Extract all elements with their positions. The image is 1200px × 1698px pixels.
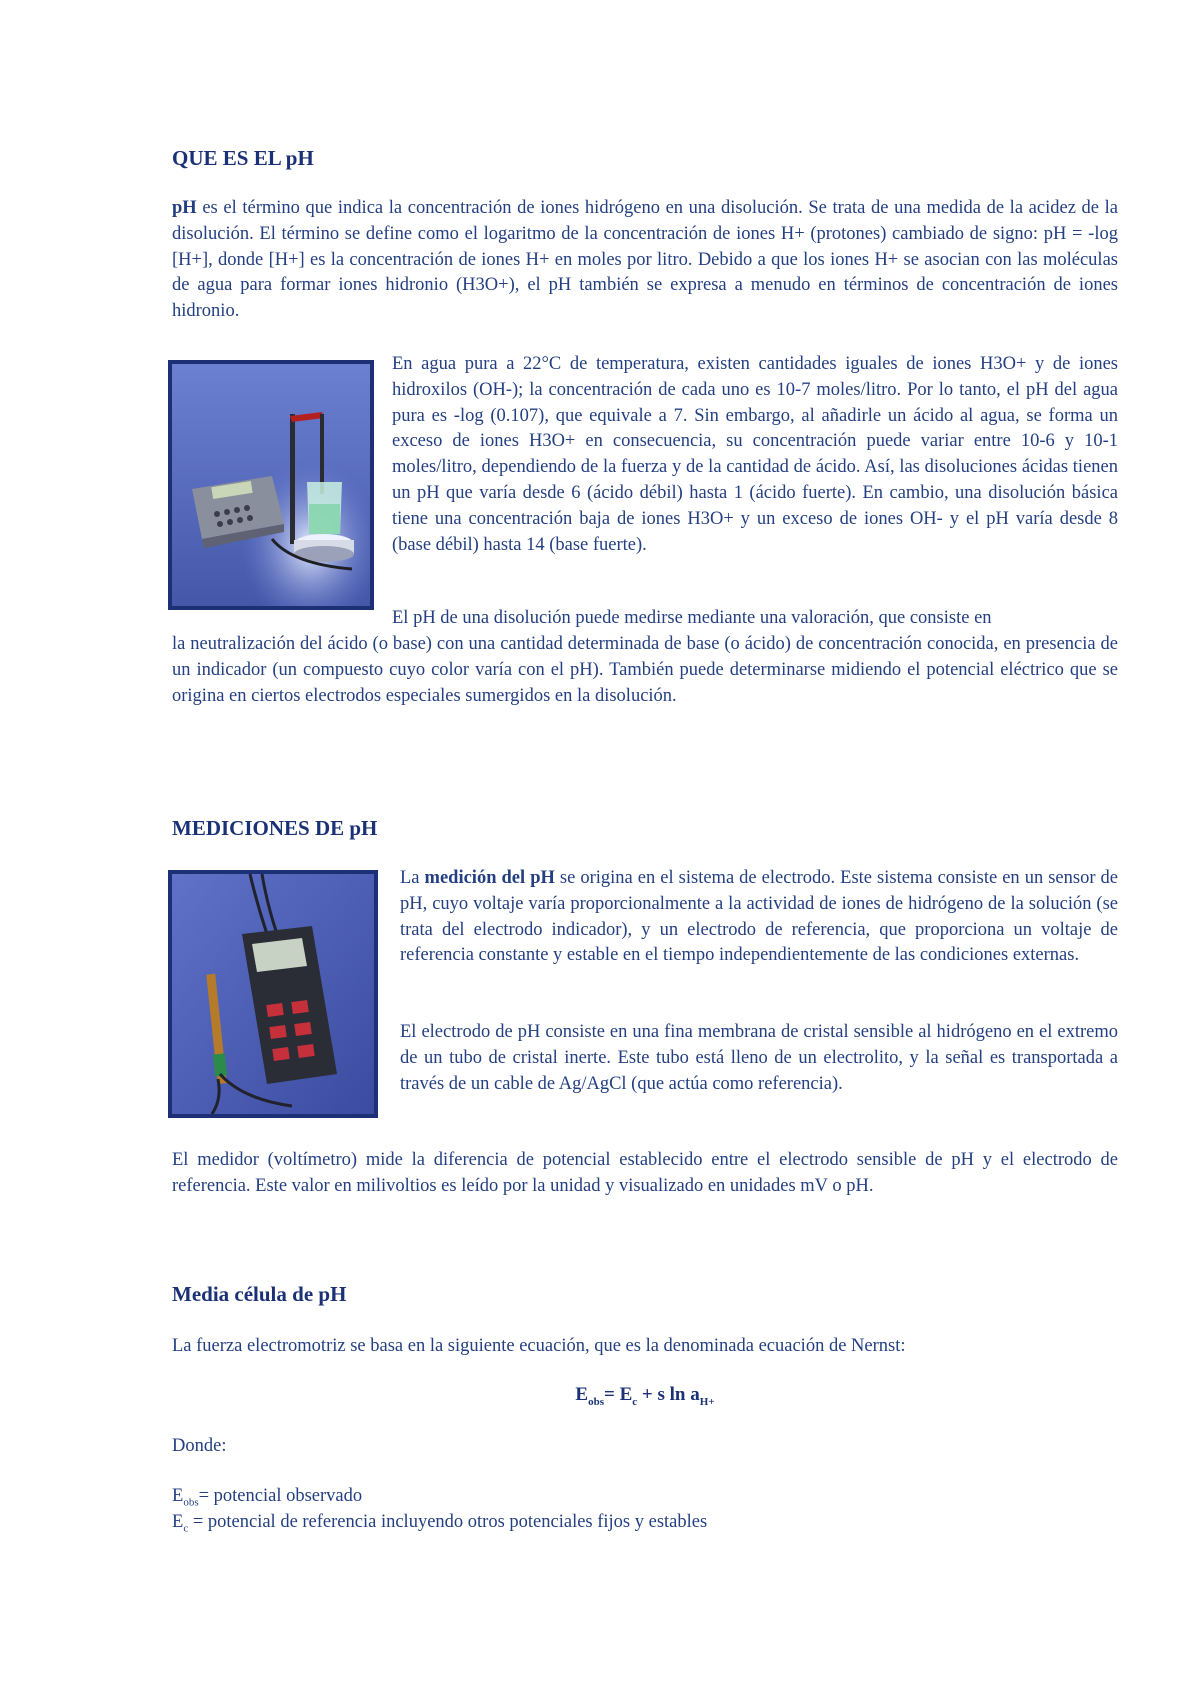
paragraph-nernst-intro: La fuerza electromotriz se basa en la siguiente ecuación, que es la denominada ecuación de Nernst: [172, 1336, 906, 1356]
def-c-text: = potencial de referencia incluyendo otros potenciales fijos y estables [188, 1512, 708, 1532]
section-heading-media-celula: Media célula de pH [172, 1282, 347, 1306]
section-heading-mediciones-de-ph: MEDICIONES DE pH [172, 816, 378, 840]
benchtop-ph-meter-photo [168, 360, 374, 610]
electrode-system-text: se origina en el sistema de electrodo. Este sistema consiste en un sensor de pH, cuyo voltaje varía proporcionalmente a la actividad de iones de hidrógeno de la solución (se trata del electrodo indicador), y un electrodo de referencia, que proporciona un voltaje de referencia constante y estable en el tiempo independientemente de las condiciones externas. [400, 868, 1118, 966]
eq-sub-h: H+ [699, 1395, 715, 1408]
text-donde: Donde: [172, 1436, 227, 1456]
nernst-equation [172, 1384, 1118, 1408]
eq-e-obs: E [575, 1384, 589, 1405]
def-e: E [172, 1486, 184, 1506]
def-sub-obs: obs [183, 1496, 199, 1509]
eq-sub-c: c [632, 1395, 638, 1408]
eq-sub-obs: obs [588, 1395, 605, 1408]
text-la: La [400, 868, 425, 888]
paragraph-titration: la neutralización del ácido (o base) con una cantidad determinada de base (o ácido) de concentración conocida, en presencia de un indicador (un compuesto cuyo color varía con el pH). También puede determinarse midiendo el potencial eléctrico que se origina en ciertos electrodos especiales sumergidos en la disolución. [172, 634, 1118, 706]
def-e: E [172, 1512, 184, 1532]
paragraph-electrode-system [400, 866, 1118, 969]
handheld-ph-meter-photo [168, 870, 378, 1118]
ph-term: pH [172, 198, 197, 218]
medicion-del-ph-term: medición del pH [424, 868, 555, 888]
definition-e-c [172, 1510, 707, 1542]
paragraph-ph-definition [172, 196, 1118, 325]
def-obs-text: = potencial observado [198, 1486, 363, 1506]
eq-e-c: = E [604, 1384, 633, 1405]
eq-s-ln-a: + s ln a [637, 1384, 700, 1405]
paragraph-voltmeter: El medidor (voltímetro) mide la diferencia de potencial establecido entre el electrodo sensible de pH y el electrodo de referencia. Este valor en milivoltios es leído por la unidad y visualizado en unidades mV o pH. [172, 1150, 1118, 1196]
section-heading-que-es-el-ph: QUE ES EL pH [172, 146, 314, 170]
ph-definition-text: es el término que indica la concentración de iones hidrógeno en una disolución. Se trata de una medida de la acidez de la disolución. El término se define como el logaritmo de la concentración de iones H+ (protones) cambiado de signo: pH = -log [H+], donde [H+] es la concentración de iones H+ en moles por litro. Debido a que los iones H+ se asocian con las moléculas de agua para formar iones hidronio (H3O+), el pH también se expresa a menudo en términos de concentración de iones hidronio. [172, 198, 1118, 322]
paragraph-pure-water: En agua pura a 22°C de temperatura, existen cantidades iguales de iones H3O+ y de iones hidroxilos (OH-); la concentración de cada uno es 10-7 moles/litro. Por lo tanto, el pH del agua pura es -log (0.107), que equivale a 7. Sin embargo, al añadirle un ácido al agua, se forma un exceso de iones H3O+ en consecuencia, su concentración puede variar entre 10-6 y 10-1 moles/litro, dependiendo de la fuerza y de la cantidad de ácido. Así, las disoluciones ácidas tienen un pH que varía desde 6 (ácido débil) hasta 1 (ácido fuerte). En cambio, una disolución básica tiene una concentración baja de iones H3O+ y un exceso de iones OH- y el pH varía desde 8 (base débil) hasta 14 (base fuerte). [392, 354, 1118, 555]
paragraph-ph-electrode: El electrodo de pH consiste en una fina membrana de cristal sensible al hidrógeno en el extremo de un tubo de cristal inerte. Este tubo está lleno de un electrolito, y la señal es transportada a través de un cable de Ag/AgCl (que actúa como referencia). [400, 1022, 1118, 1094]
def-sub-c: c [183, 1522, 189, 1535]
paragraph-titration-first-line: El pH de una disolución puede medirse mediante una valoración, que consiste en [392, 608, 992, 628]
